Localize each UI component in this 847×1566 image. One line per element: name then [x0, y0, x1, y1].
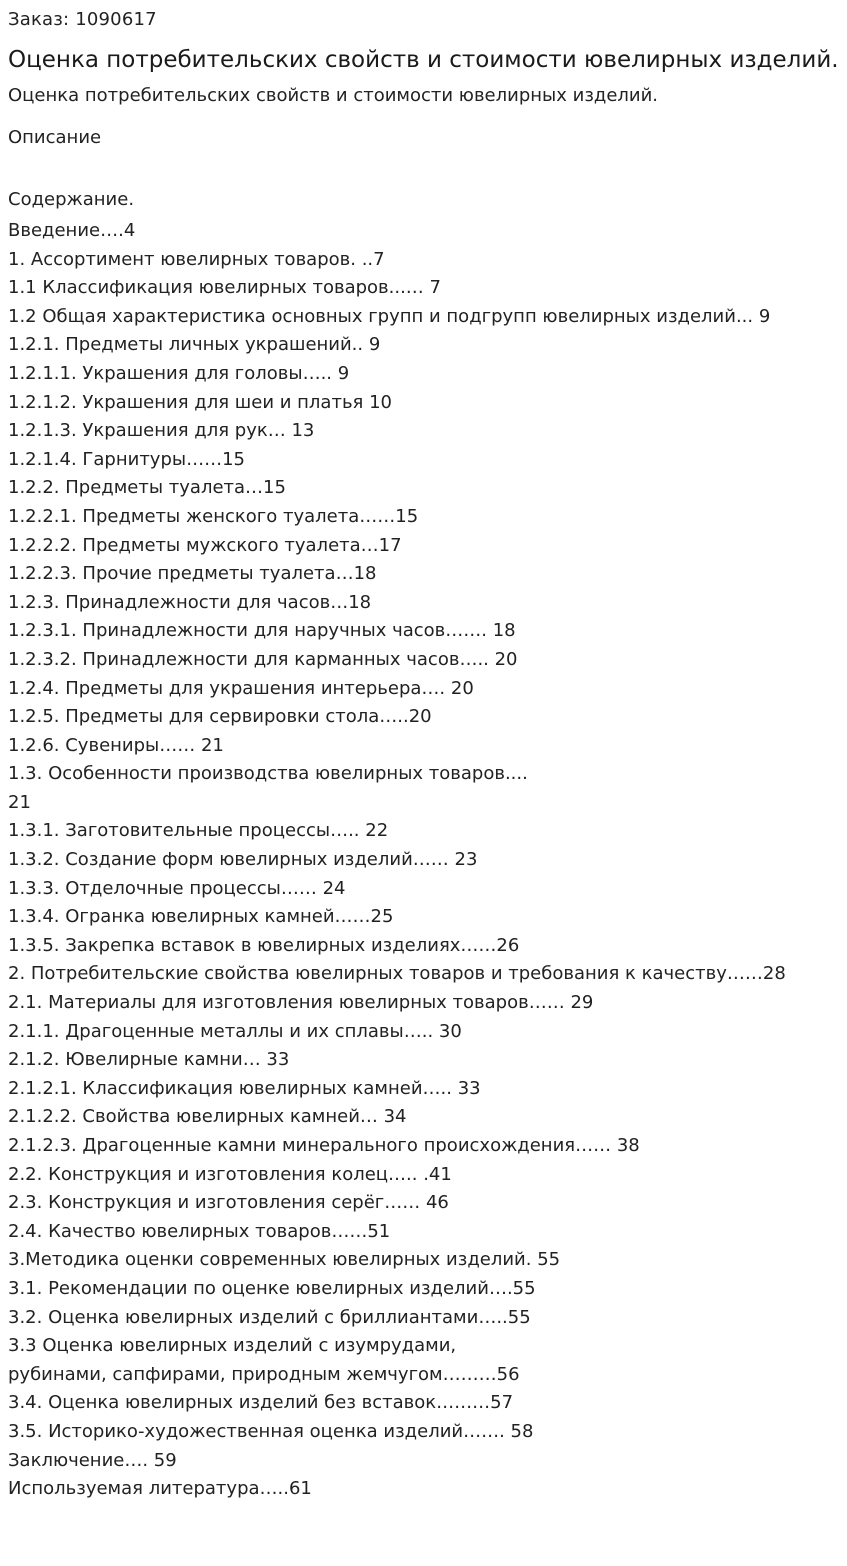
- toc-entry: 1.2.3.1. Принадлежности для наручных часов……. 18: [8, 620, 516, 642]
- toc-entry: 1.2.3.2. Принадлежности для карманных часов….. 20: [8, 648, 518, 670]
- page-subtitle: Оценка потребительских свойств и стоимости ювелирных изделий.: [8, 85, 659, 106]
- toc-entry: 2.1.2.2. Свойства ювелирных камней… 34: [8, 1106, 407, 1128]
- toc-entry: 1.2.1.3. Украшения для рук… 13: [8, 420, 315, 442]
- toc-entry: 2.3. Конструкция и изготовления серёг…… 46: [8, 1192, 449, 1214]
- toc-entry: Заключение…. 59: [8, 1449, 177, 1471]
- toc-entry: 2.1. Материалы для изготовления ювелирных товаров…… 29: [8, 992, 594, 1014]
- toc-entry: Используемая литература…..61: [8, 1478, 312, 1500]
- toc-entry: 1.2.5. Предметы для сервировки стола…..20: [8, 706, 432, 728]
- page-title: Оценка потребительских свойств и стоимости ювелирных изделий.: [8, 47, 839, 73]
- toc-entry: 1.1 Классификация ювелирных товаров...… 7: [8, 277, 441, 299]
- toc-entry: 1.2.1. Предметы личных украшений.. 9: [8, 334, 381, 356]
- toc-entry: 1.3.2. Создание форм ювелирных изделий…… 23: [8, 849, 478, 871]
- toc-entry: 3.2. Оценка ювелирных изделий с бриллиантами…..55: [8, 1306, 531, 1328]
- toc-entry: 2.4. Качество ювелирных товаров……51: [8, 1220, 391, 1242]
- description-heading: Описание: [8, 127, 102, 148]
- toc-entry: 21: [8, 791, 31, 813]
- toc-entry: 1.2.2.1. Предметы женского туалета……15: [8, 505, 419, 527]
- toc-entry: 3.5. Историко-художественная оценка изделий……. 58: [8, 1420, 534, 1442]
- toc-entry: 2. Потребительские свойства ювелирных товаров и требования к качеству……28: [8, 963, 786, 985]
- toc-entry: 1.2 Общая характеристика основных групп и подгрупп ювелирных изделий... 9: [8, 305, 771, 327]
- toc-entry: 1.2.2.3. Прочие предметы туалета…18: [8, 563, 377, 585]
- toc-entry: 1.3. Особенности производства ювелирных товаров....: [8, 763, 528, 785]
- toc-entry: 3.1. Рекомендации по оценке ювелирных изделий….55: [8, 1277, 536, 1299]
- toc-entry: 1.2.2. Предметы туалета…15: [8, 477, 286, 499]
- table-of-contents: [8, 217, 839, 1504]
- toc-entry: 1.3.5. Закрепка вставок в ювелирных изделиях……26: [8, 934, 520, 956]
- toc-entry: 1.3.3. Отделочные процессы…… 24: [8, 877, 346, 899]
- order-number: Заказ: 1090617: [8, 9, 157, 30]
- toc-entry: 2.1.2. Ювелирные камни… 33: [8, 1049, 290, 1071]
- toc-entry: 1.2.3. Принадлежности для часов…18: [8, 591, 372, 613]
- toc-entry: 3.3 Оценка ювелирных изделий с изумрудами,: [8, 1335, 457, 1357]
- toc-entry: 1.2.1.4. Гарнитуры……15: [8, 448, 245, 470]
- toc-entry: 2.2. Конструкция и изготовления колец….. .41: [8, 1163, 452, 1185]
- toc-entry: рубинами, сапфирами, природным жемчугом………56: [8, 1363, 520, 1385]
- toc-entry: 1. Ассортимент ювелирных товаров. ..7: [8, 248, 385, 270]
- toc-entry: 1.3.4. Огранка ювелирных камней……25: [8, 906, 394, 928]
- toc-entry: 1.3.1. Заготовительные процессы….. 22: [8, 820, 389, 842]
- toc-entry: 1.2.4. Предметы для украшения интерьера…. 20: [8, 677, 474, 699]
- toc-entry: 3.Методика оценки современных ювелирных изделий. 55: [8, 1249, 561, 1271]
- toc-entry: 2.1.2.3. Драгоценные камни минерального происхождения…… 38: [8, 1135, 640, 1156]
- toc-entry: 3.4. Оценка ювелирных изделий без вставок………57: [8, 1392, 514, 1414]
- toc-entry: 2.1.2.1. Классификация ювелирных камней….. 33: [8, 1077, 481, 1099]
- toc-entry: 2.1.1. Драгоценные металлы и их сплавы….. 30: [8, 1020, 462, 1042]
- toc-entry: 1.2.1.1. Украшения для головы….. 9: [8, 362, 350, 384]
- toc-entry: 1.2.6. Сувениры…… 21: [8, 734, 224, 756]
- toc-entry: 1.2.1.2. Украшения для шеи и платья 10: [8, 391, 393, 413]
- contents-heading: Содержание.: [8, 189, 135, 210]
- toc-entry: 1.2.2.2. Предметы мужского туалета…17: [8, 534, 402, 556]
- toc-entry: Введение….4: [8, 220, 136, 241]
